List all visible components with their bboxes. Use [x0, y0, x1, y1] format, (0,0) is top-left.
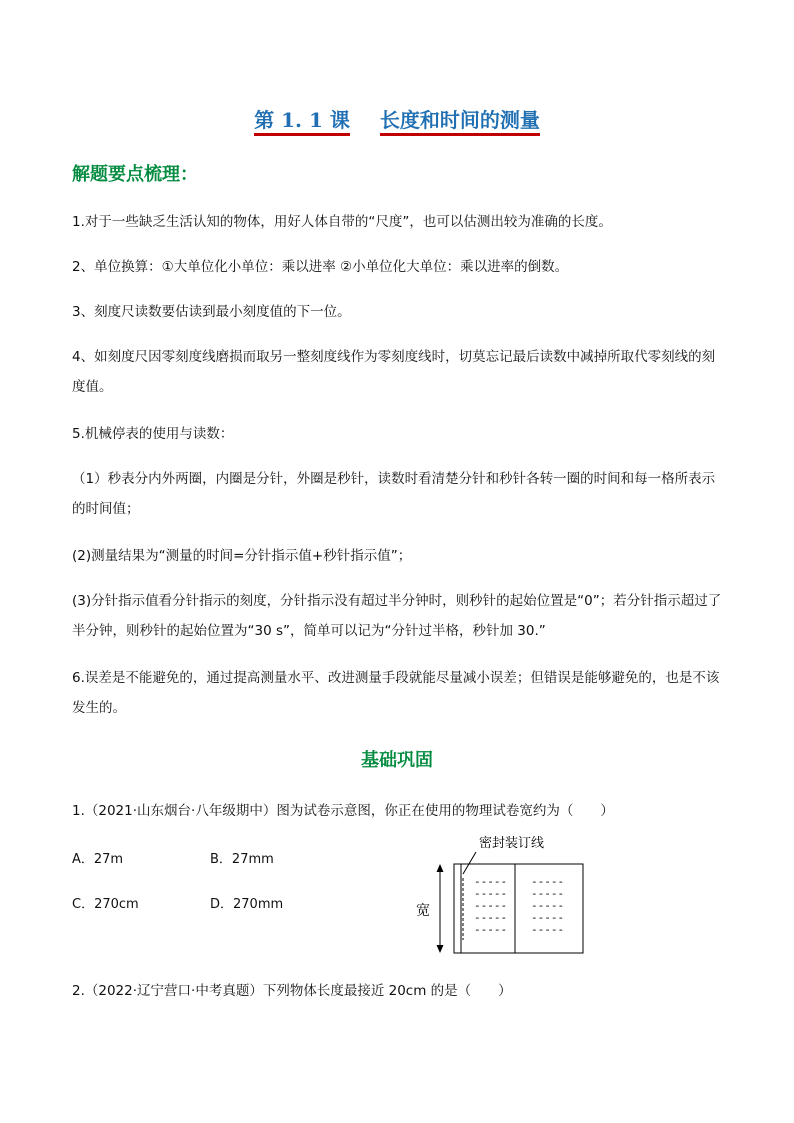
title-topic: 长度和时间的测量	[380, 108, 540, 136]
q1-option-a[interactable]: A．27m	[72, 852, 124, 867]
width-arrow-head-top	[437, 864, 444, 872]
q1-option-b[interactable]: B．27mm	[210, 852, 274, 867]
exam-paper-diagram	[414, 830, 594, 960]
dash-row: -----	[531, 875, 565, 888]
point-5-2: (2)测量结果为“测量的时间=分针指示值+秒针指示值”；	[72, 548, 412, 564]
page-title	[0, 104, 794, 133]
point-6: 6.误差是不能避免的，通过提高测量水平、改进测量手段就能尽量减小误差；但错误是能够避免的，也是不该发生的。	[72, 670, 720, 716]
question-2-stem: 2.（2022·辽宁营口·中考真题）下列物体长度最接近 20cm 的是（ ）	[72, 983, 512, 999]
label-pointer-line	[463, 852, 476, 874]
dash-row: -----	[474, 911, 508, 924]
dash-row: -----	[531, 899, 565, 912]
width-label: 宽	[416, 903, 430, 919]
q1-option-d[interactable]: D．270mm	[210, 897, 284, 912]
binding-line-label: 密封装订线	[479, 836, 545, 851]
dash-row: -----	[474, 887, 508, 900]
dash-row: -----	[474, 923, 508, 936]
q1-option-c[interactable]: C．270cm	[72, 897, 139, 912]
dash-row: -----	[474, 875, 508, 888]
dash-row: -----	[531, 887, 565, 900]
width-arrow-head-bottom	[437, 945, 444, 953]
point-3: 3、刻度尺读数要估读到最小刻度值的下一位。	[72, 304, 351, 320]
point-5: 5.机械停表的使用与读数：	[72, 426, 234, 442]
dash-row: -----	[531, 923, 565, 936]
section-heading-points: 解题要点梳理：	[72, 164, 198, 185]
question-1-stem: 1.（2021·山东烟台·八年级期中）图为试卷示意图，你正在使用的物理试卷宽约为（ ）	[72, 803, 614, 819]
title-lesson: 第 1. 1 课	[254, 108, 350, 136]
point-1: 1.对于一些缺乏生活认知的物体，用好人体自带的“尺度”，也可以估测出较为准确的长度。	[72, 214, 612, 230]
dash-row: -----	[474, 899, 508, 912]
point-4: 4、如刻度尺因零刻度线磨损而取另一整刻度线作为零刻度线时，切莫忘记最后读数中减掉所取代零刻线的刻度值。	[72, 349, 716, 395]
section-heading-basic: 基础巩固	[361, 750, 433, 771]
point-5-3: (3)分针指示值看分针指示的刻度，分针指示没有超过半分钟时，则秒针的起始位置是“0”；若分针指示超过了半分钟，则秒针的起始位置为“30 s”，简单可以记为“分针过半格，秒针加 30.”	[72, 593, 722, 639]
dash-row: -----	[531, 911, 565, 924]
point-2: 2、单位换算：①大单位化小单位：乘以进率 ②小单位化大单位：乘以进率的倒数。	[72, 259, 569, 275]
point-5-1: （1）秒表分内外两圈，内圈是分针，外圈是秒针，读数时看清楚分针和秒针各转一圈的时间和每一格所表示的时间值；	[72, 471, 716, 517]
